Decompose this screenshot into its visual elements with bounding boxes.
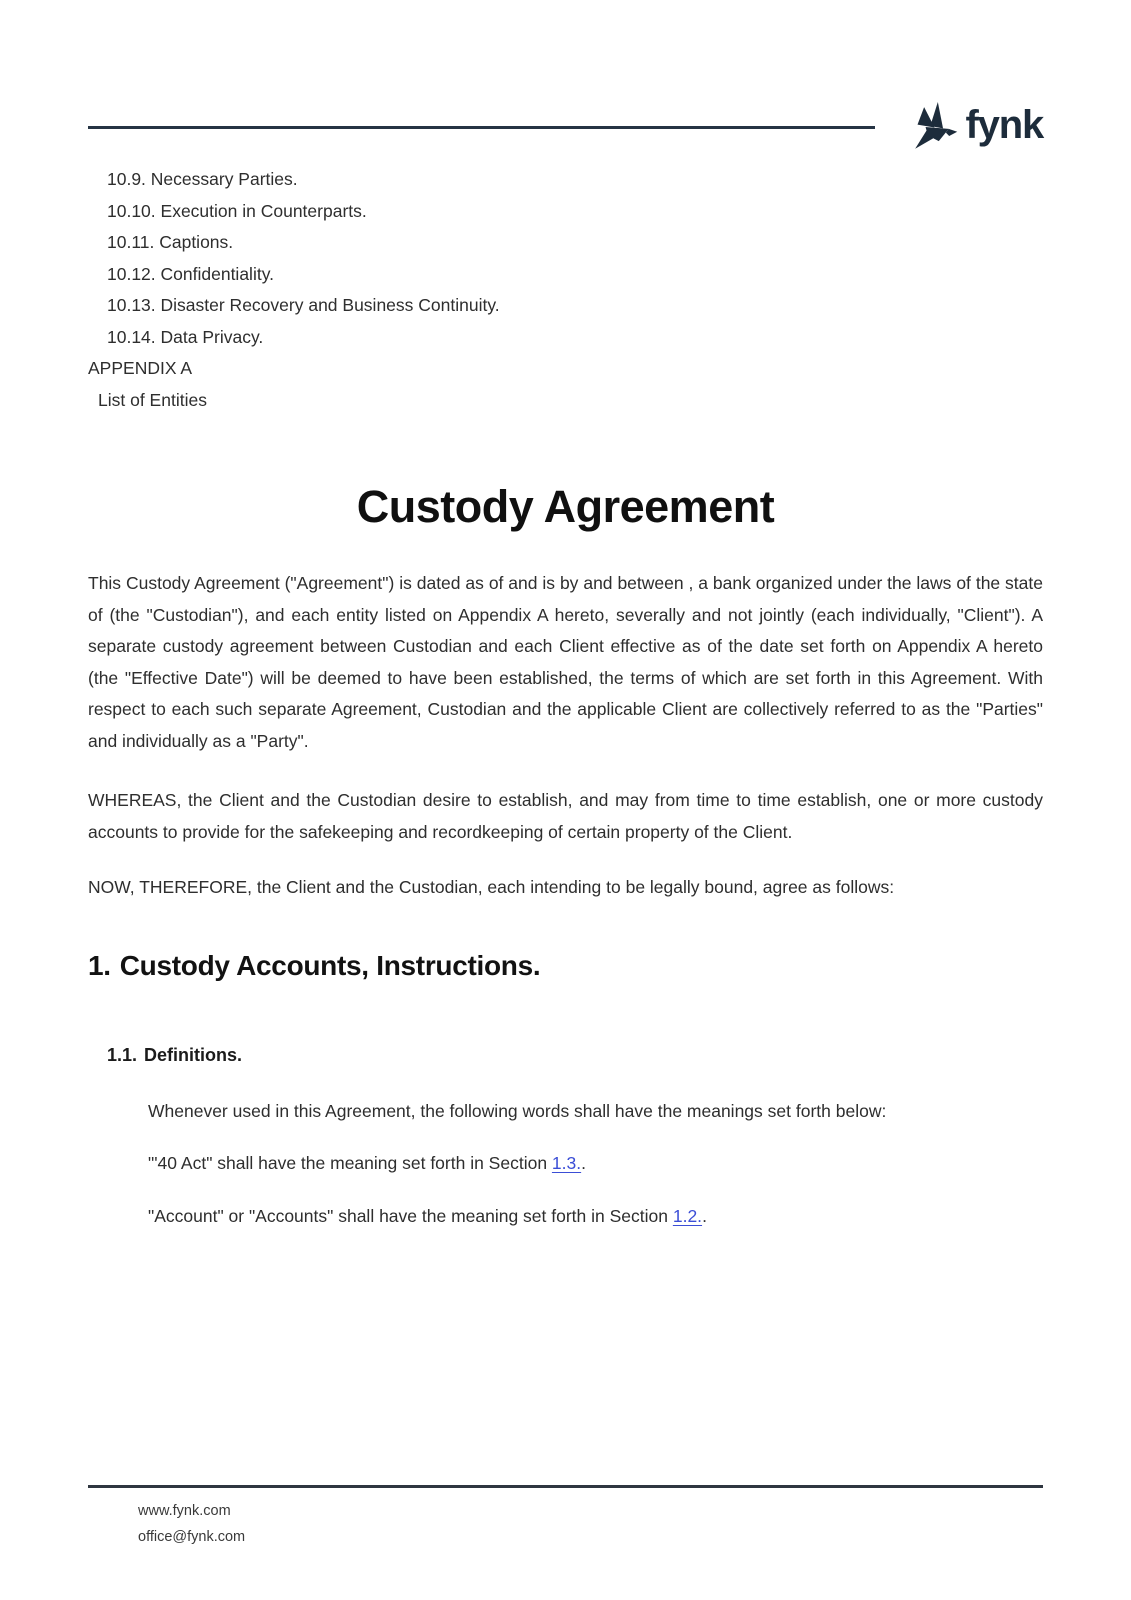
toc-item: 10.11. Captions.	[107, 232, 234, 252]
definition-40-act	[148, 1148, 1043, 1180]
intro-paragraph: This Custody Agreement ("Agreement") is dated as of and is by and between , a bank organized under the laws of the state of (the "Custodian"), and each entity listed on Appendix A hereto, severally and not jointly (each individually, "Client"). A separate custody agreement between Custodian and each Client effective as of the date set forth on Appendix A hereto (the "Effective Date") will be deemed to have been established, the terms of which are set forth in this Agreement. With respect to each such separate Agreement, Custodian and the applicable Client are collectively referred to as the "Parties" and individually as a "Party".	[88, 573, 1043, 751]
brand-name: fynk	[965, 103, 1043, 147]
toc-item: 10.12. Confidentiality.	[107, 263, 275, 284]
toc-item-appendix: APPENDIX A	[88, 358, 193, 378]
page-footer	[88, 1485, 1043, 1550]
definition-text: "'40 Act" shall have the meaning set forth in Section	[148, 1153, 552, 1173]
subsection-heading	[107, 1042, 1043, 1068]
definition-text: "Account" or "Accounts" shall have the meaning set forth in Section	[148, 1205, 673, 1226]
subsection-number: 1.1.	[107, 1044, 138, 1065]
section-title: Custody Accounts, Instructions.	[119, 949, 541, 981]
footer-website: www.fynk.com	[138, 1503, 231, 1519]
fynk-logo	[911, 101, 1043, 153]
definition-text-suffix: .	[581, 1153, 586, 1173]
section-1-3-link[interactable]: 1.3.	[551, 1153, 582, 1173]
toc-item: 10.10. Execution in Counterparts.	[107, 200, 367, 221]
footer-divider	[88, 1485, 1043, 1488]
page-title: Custody Agreement	[356, 481, 775, 532]
definition-text-suffix: .	[702, 1205, 707, 1226]
now-therefore-paragraph: NOW, THEREFORE, the Client and the Custodian, each intending to be legally bound, agree as follows:	[88, 877, 895, 897]
section-1-2-link[interactable]: 1.2.	[672, 1205, 703, 1226]
toc-item: 10.13. Disaster Recovery and Business Continuity.	[107, 295, 500, 315]
toc-item: 10.14. Data Privacy.	[107, 326, 264, 347]
subsection-title: Definitions.	[144, 1044, 243, 1065]
origami-crane-icon	[911, 101, 959, 153]
definition-account	[148, 1201, 1043, 1233]
table-of-contents	[88, 164, 1043, 416]
toc-item: 10.9. Necessary Parties.	[107, 169, 298, 189]
footer-email: office@fynk.com	[138, 1529, 246, 1545]
header-divider	[88, 126, 875, 129]
definitions-intro: Whenever used in this Agreement, the following words shall have the meanings set forth below:	[148, 1100, 887, 1121]
toc-item-list-of-entities: List of Entities	[98, 389, 207, 410]
page-header	[88, 0, 1043, 154]
section-number: 1.	[88, 949, 111, 981]
section-heading	[88, 948, 1043, 984]
whereas-paragraph: WHEREAS, the Client and the Custodian desire to establish, and may from time to time establish, one or more custody accounts to provide for the safekeeping and recordkeeping of certain property of the Client.	[88, 790, 1043, 842]
